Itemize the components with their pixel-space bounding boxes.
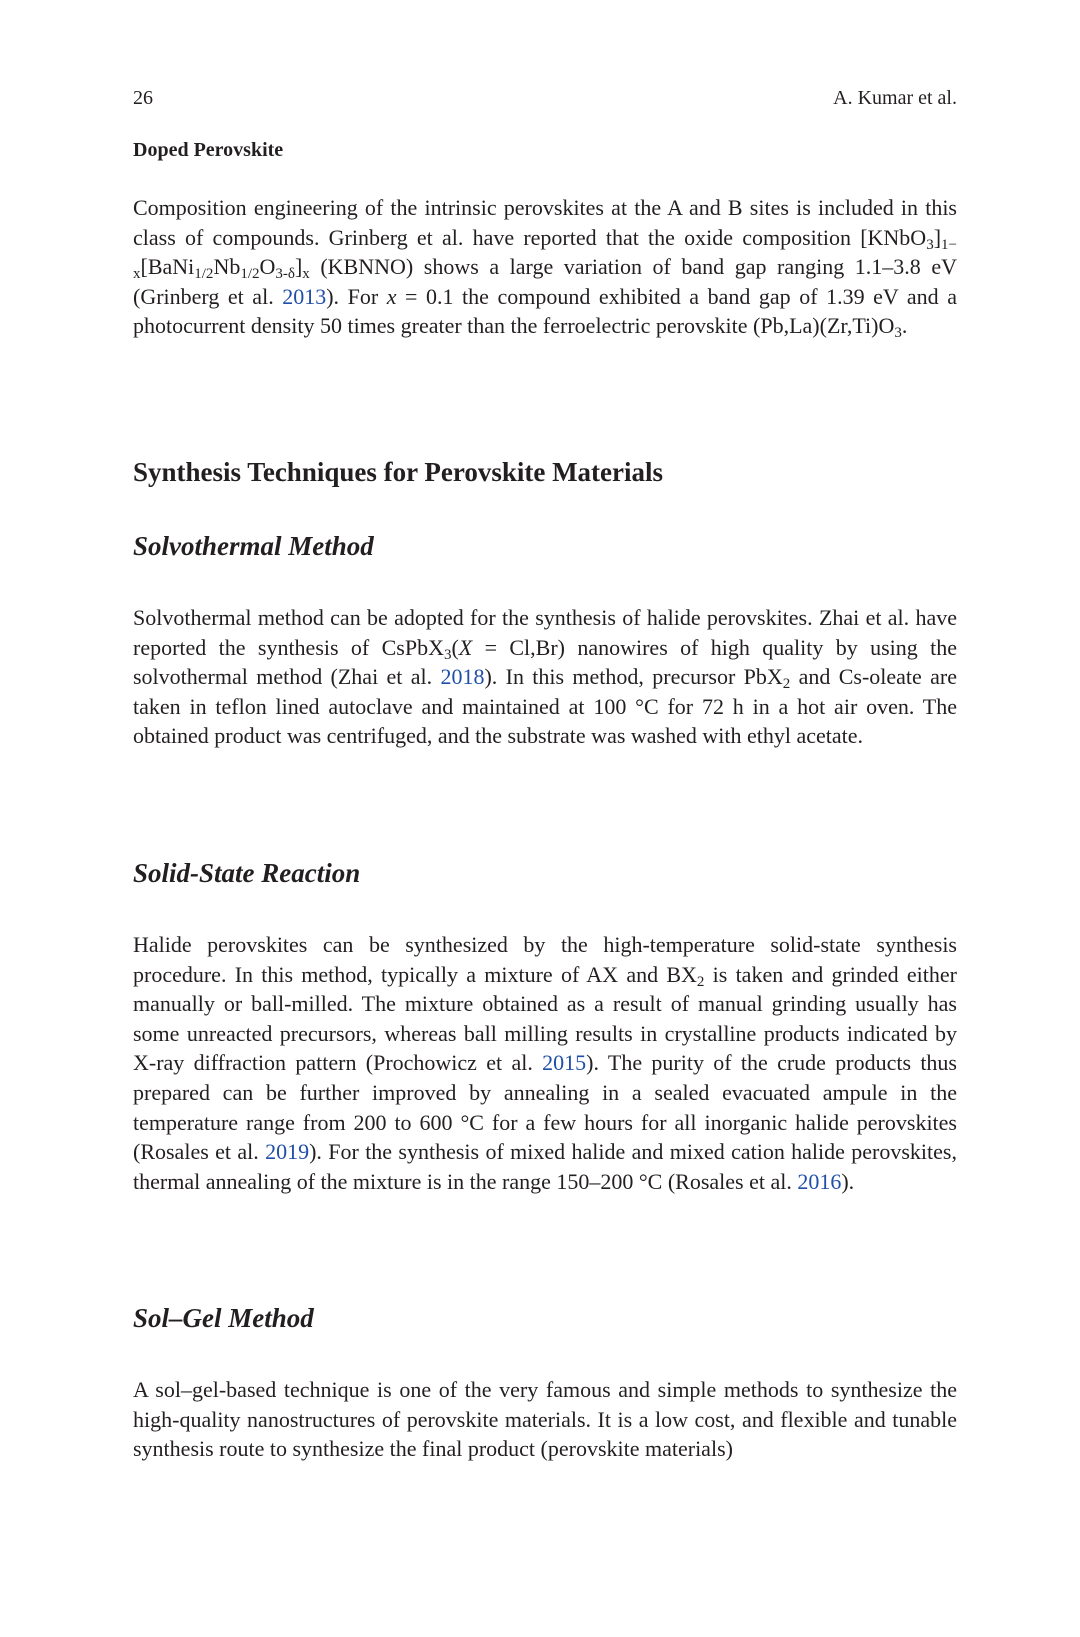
subsection-heading: Solid-State Reaction xyxy=(133,858,361,888)
sol-gel-body xyxy=(133,1375,957,1464)
text-run: Halide perovskites can be synthesized by the high-temperature solid-state synthesis procedure. In this method, typically a mixture of AX and BX xyxy=(133,932,957,987)
paragraph: A sol–gel-based technique is one of the very famous and simple methods to synthesize the high-quality nanostructures of perovskite materials. It is a low cost, and flexible and tunable synthesis route to synthesize the final product (perovskite materials) xyxy=(133,1377,957,1462)
subscript: 1− x xyxy=(133,236,957,283)
text-run: ( xyxy=(451,634,459,660)
paragraph xyxy=(133,930,957,1196)
text-run: (KBNNO) shows a large variation of band gap ranging 1.1–3.8 eV (Grinberg et al. xyxy=(133,254,957,309)
text-run: ). The purity of the crude products thus prepared can be further improved by annealing in a sealed evacuated ampule in the temperature range from 200 to 600 °C for a few hours for all inorganic halide perovskites (Rosales et al. xyxy=(133,1050,957,1165)
section-heading: Synthesis Techniques for Perovskite Materials xyxy=(133,457,664,487)
text-run: and Cs-oleate are taken in teflon lined autoclave and maintained at 100 °C for 72 h in a hot air oven. The obtained product was centrifuged, and the substrate was washed with ethyl acetate. xyxy=(133,664,957,749)
text-run: = Cl,Br) nanowires of high quality by using the solvothermal method (Zhai et al. xyxy=(133,634,958,690)
subscript: 3 xyxy=(926,236,934,253)
text-run: [BaNi xyxy=(140,254,195,280)
doped-perovskite-body xyxy=(133,193,957,341)
subscript: 3 xyxy=(443,646,452,663)
subscript: 2 xyxy=(696,973,705,990)
math-variable: X xyxy=(458,634,473,660)
doped-perovskite-heading: Doped Perovskite xyxy=(133,139,284,161)
solvothermal-section xyxy=(133,530,957,562)
solvothermal-body xyxy=(133,603,957,751)
citation-link[interactable]: 2018 xyxy=(440,664,485,690)
citation-link[interactable]: 2015 xyxy=(542,1050,587,1076)
text-run: O xyxy=(259,254,276,280)
text-run: Solvothermal method can be adopted for the synthesis of halide perovskites. Zhai et al. have reported the synthesis of CsPbX xyxy=(133,605,957,660)
paragraph xyxy=(133,603,957,751)
text-run: ). For xyxy=(326,283,387,309)
subscript: 3-δ xyxy=(275,266,295,283)
running-author: A. Kumar et al. xyxy=(833,87,957,109)
synthesis-section xyxy=(133,456,957,488)
subscript: 2 xyxy=(782,676,791,693)
subscript: 1/2 xyxy=(194,266,214,283)
text-run: ] xyxy=(933,224,942,250)
citation-link[interactable]: 2013 xyxy=(282,283,327,309)
text-run: ). For the synthesis of mixed halide and mixed cation halide perovskites, thermal annealing of the mixture is in the range 150–200 °C (Rosales et al. xyxy=(133,1139,957,1194)
subsection-heading: Solvothermal Method xyxy=(133,531,374,561)
subscript: x xyxy=(302,266,310,283)
text-run: is taken and grinded either manually or ball-milled. The mixture obtained as a result of manual grinding usually has some unreacted precursors, whereas ball milling results in crystalline products indicated by X-ray diffraction pattern (Prochowicz et al. xyxy=(133,961,957,1076)
subscript: 3 xyxy=(894,325,902,342)
subsection-heading: Sol–Gel Method xyxy=(133,1303,314,1333)
text-run: Nb xyxy=(213,254,241,280)
paragraph xyxy=(133,193,957,341)
text-run: ] xyxy=(294,254,303,280)
solid-state-body xyxy=(133,930,957,1196)
text-run: . xyxy=(901,313,908,339)
text-run: ). xyxy=(841,1168,855,1194)
math-variable: x xyxy=(386,283,397,309)
text-run: ). In this method, precursor PbX xyxy=(484,664,783,690)
subscript: 1/2 xyxy=(240,266,260,283)
page-number: 26 xyxy=(133,87,153,109)
sol-gel-section xyxy=(133,1302,957,1334)
text-run: = 0.1 the compound exhibited a band gap of 1.39 eV and a photocurrent density 50 times greater than the ferroelectric perovskite (Pb,La)(Zr,Ti)O xyxy=(133,283,957,339)
citation-link[interactable]: 2016 xyxy=(797,1168,842,1194)
solid-state-section xyxy=(133,857,957,889)
citation-link[interactable]: 2019 xyxy=(265,1139,310,1165)
doped-perovskite-section xyxy=(133,138,957,162)
text-run: Composition engineering of the intrinsic perovskites at the A and B sites is included in this class of compounds. Grinberg et al. have reported that the oxide composition [KNbO xyxy=(133,195,957,250)
